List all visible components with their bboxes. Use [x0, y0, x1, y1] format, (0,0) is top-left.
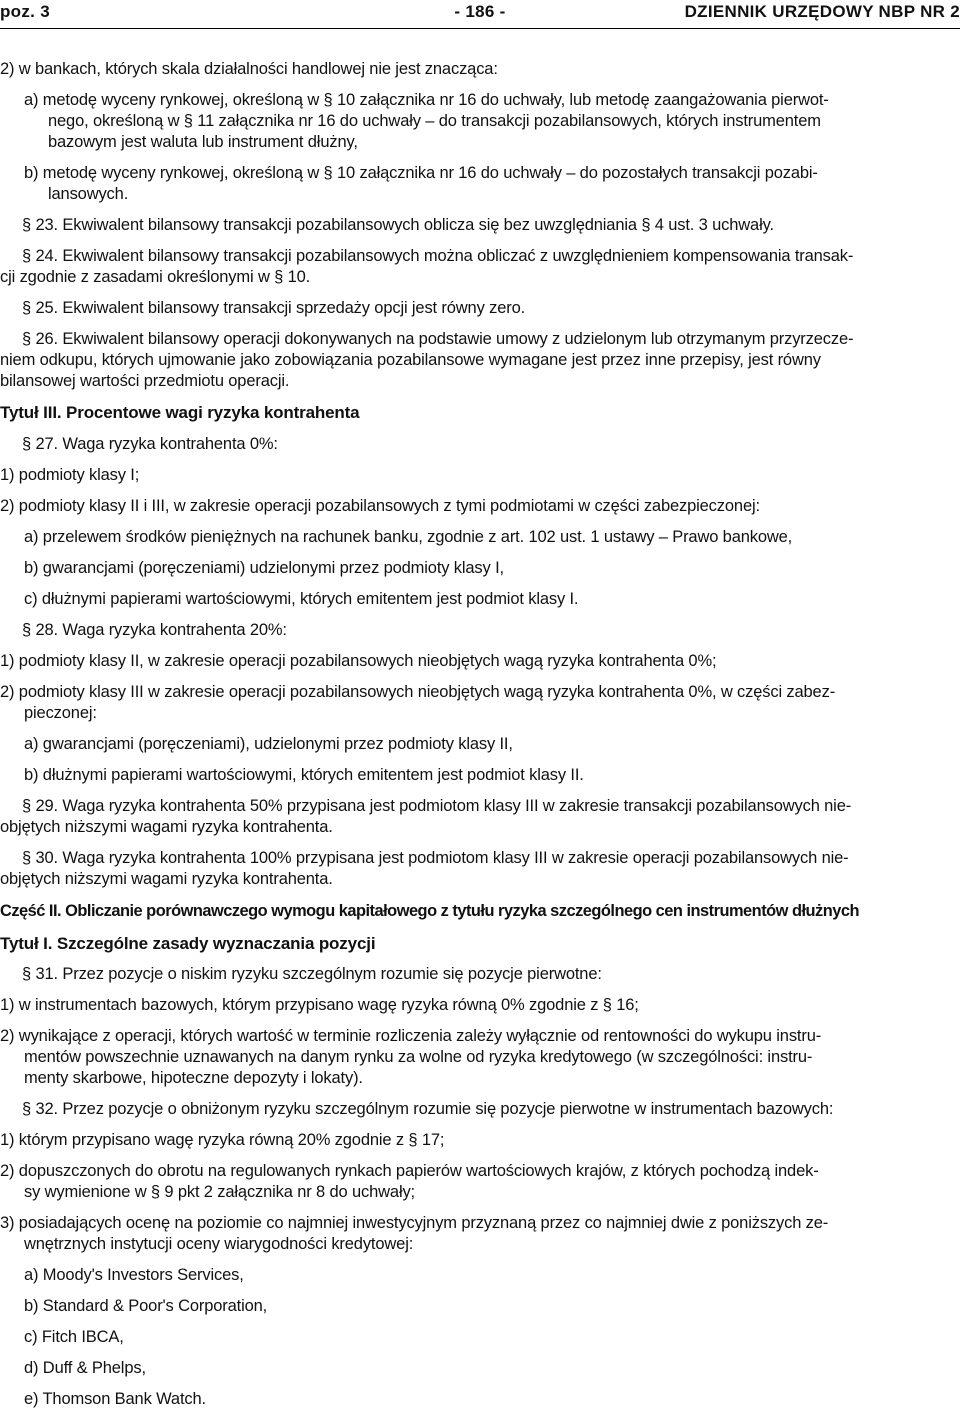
- paragraph-28: § 28. Waga ryzyka kontrahenta 20%:: [22, 621, 287, 639]
- text-line: 2) dopuszczonych do obrotu na regulowanych rynkach papierów wartościowych krajów, z których pochodzą indek-: [0, 1162, 819, 1180]
- text-line: 1) w instrumentach bazowych, którym przypisano wagę ryzyka równą 0% zgodnie z § 16;: [0, 996, 639, 1014]
- paragraph-26: § 26. Ekwiwalent bilansowy operacji dokonywanych na podstawie umowy z udzielonym lub otrzymanym przyrzecze-: [22, 330, 854, 348]
- text-line: 1) podmioty klasy II, w zakresie operacji pozabilansowych nieobjętych wagą ryzyka kontrahenta 0%;: [0, 652, 717, 670]
- text-line: 2) podmioty klasy III w zakresie operacji pozabilansowych nieobjętych wagą ryzyka kontrahenta 0%, w części zabez-: [0, 683, 836, 701]
- section-heading: Tytuł I. Szczególne zasady wyznaczania pozycji: [0, 934, 376, 953]
- paragraph-24: § 24. Ekwiwalent bilansowy transakcji pozabilansowych można obliczać z uwzględnieniem kompensowania transak-: [22, 247, 854, 265]
- text-line: objętych niższymi wagami ryzyka kontrahenta.: [0, 818, 333, 836]
- text-line: cji zgodnie z zasadami określonymi w § 10.: [0, 268, 311, 286]
- list-item: a) Moody's Investors Services,: [24, 1266, 244, 1284]
- page-header: [0, 0, 960, 29]
- text-line: 2) w bankach, których skala działalności handlowej nie jest znacząca:: [0, 60, 498, 78]
- list-item: b) Standard & Poor's Corporation,: [24, 1297, 268, 1315]
- text-line: a) metodę wyceny rynkowej, określoną w § 10 załącznika nr 16 do uchwały, lub metodę zaangażowania pierwot-: [24, 91, 829, 109]
- journal-title: DZIENNIK URZĘDOWY NBP NR 2: [684, 2, 960, 21]
- section-heading: Tytuł III. Procentowe wagi ryzyka kontrahenta: [0, 403, 360, 422]
- text-line: menty skarbowe, hipoteczne depozyty i lokaty).: [24, 1069, 363, 1087]
- list-item: c) Fitch IBCA,: [24, 1328, 124, 1346]
- text-line: a) gwarancjami (poręczeniami), udzielonymi przez podmioty klasy II,: [24, 735, 513, 753]
- paragraph-29: § 29. Waga ryzyka kontrahenta 50% przypisana jest podmiotom klasy III w zakresie transakcji pozabilansowych nie-: [22, 797, 852, 815]
- text-line: 1) podmioty klasy I;: [0, 466, 140, 484]
- text-line: a) przelewem środków pieniężnych na rachunek banku, zgodnie z art. 102 ust. 1 ustawy – Prawo bankowe,: [24, 528, 793, 546]
- text-line: b) gwarancjami (poręczeniami) udzielonymi przez podmioty klasy I,: [24, 559, 504, 577]
- text-line: bazowym jest waluta lub instrument dłużny,: [48, 133, 358, 151]
- list-item: d) Duff & Phelps,: [24, 1359, 146, 1377]
- text-line: 2) podmioty klasy II i III, w zakresie operacji pozabilansowych z tymi podmiotami w części zabezpieczonej:: [0, 497, 760, 515]
- page-position: poz. 3: [0, 2, 50, 21]
- paragraph-32: § 32. Przez pozycje o obniżonym ryzyku szczególnym rozumie się pozycje pierwotne w instrumentach bazowych:: [22, 1100, 834, 1118]
- page-number: - 186 -: [454, 2, 506, 21]
- paragraph-27: § 27. Waga ryzyka kontrahenta 0%:: [22, 435, 278, 453]
- paragraph-30: § 30. Waga ryzyka kontrahenta 100% przypisana jest podmiotom klasy III w zakresie operacji pozabilansowych nie-: [22, 849, 849, 867]
- text-line: nego, określoną w § 11 załącznika nr 16 do uchwały – do transakcji pozabilansowych, których instrumentem: [48, 112, 821, 130]
- text-line: pieczonej:: [24, 704, 97, 722]
- paragraph-25: § 25. Ekwiwalent bilansowy transakcji sprzedaży opcji jest równy zero.: [22, 299, 526, 317]
- part-heading: Część II. Obliczanie porównawczego wymogu kapitałowego z tytułu ryzyka szczególnego cen instrumentów dłużnych: [0, 902, 859, 920]
- text-line: lansowych.: [48, 185, 129, 203]
- paragraph-23: § 23. Ekwiwalent bilansowy transakcji pozabilansowych oblicza się bez uwzględniania § 4 ust. 3 uchwały.: [22, 216, 774, 234]
- text-line: sy wymienione w § 9 pkt 2 załącznika nr 8 do uchwały;: [24, 1183, 415, 1201]
- text-line: c) dłużnymi papierami wartościowymi, których emitentem jest podmiot klasy I.: [24, 590, 579, 608]
- text-line: wnętrznych instytucji oceny wiarygodności kredytowej:: [24, 1235, 414, 1253]
- text-line: b) metodę wyceny rynkowej, określoną w § 10 załącznika nr 16 do uchwały – do pozostałych transakcji pozabi-: [24, 164, 818, 182]
- paragraph-31: § 31. Przez pozycje o niskim ryzyku szczególnym rozumie się pozycje pierwotne:: [22, 965, 602, 983]
- text-line: niem odkupu, których ujmowanie jako zobowiązania pozabilansowe wymagane jest przez inne przepisy, jest równy: [0, 351, 821, 369]
- text-line: 3) posiadających ocenę na poziomie co najmniej inwestycyjnym przyznaną przez co najmniej dwie z poniższych ze-: [0, 1214, 829, 1232]
- list-item: e) Thomson Bank Watch.: [24, 1390, 206, 1408]
- text-line: 2) wynikające z operacji, których wartość w terminie rozliczenia zależy wyłącznie od rentowności do wykupu instru-: [0, 1027, 822, 1045]
- text-line: bilansowej wartości przedmiotu operacji.: [0, 372, 290, 390]
- text-line: b) dłużnymi papierami wartościowymi, których emitentem jest podmiot klasy II.: [24, 766, 584, 784]
- text-line: objętych niższymi wagami ryzyka kontrahenta.: [0, 870, 333, 888]
- text-line: mentów powszechnie uznawanych na danym rynku za wolne od ryzyka kredytowego (w szczególności: instru-: [24, 1048, 813, 1066]
- text-line: 1) którym przypisano wagę ryzyka równą 20% zgodnie z § 17;: [0, 1131, 445, 1149]
